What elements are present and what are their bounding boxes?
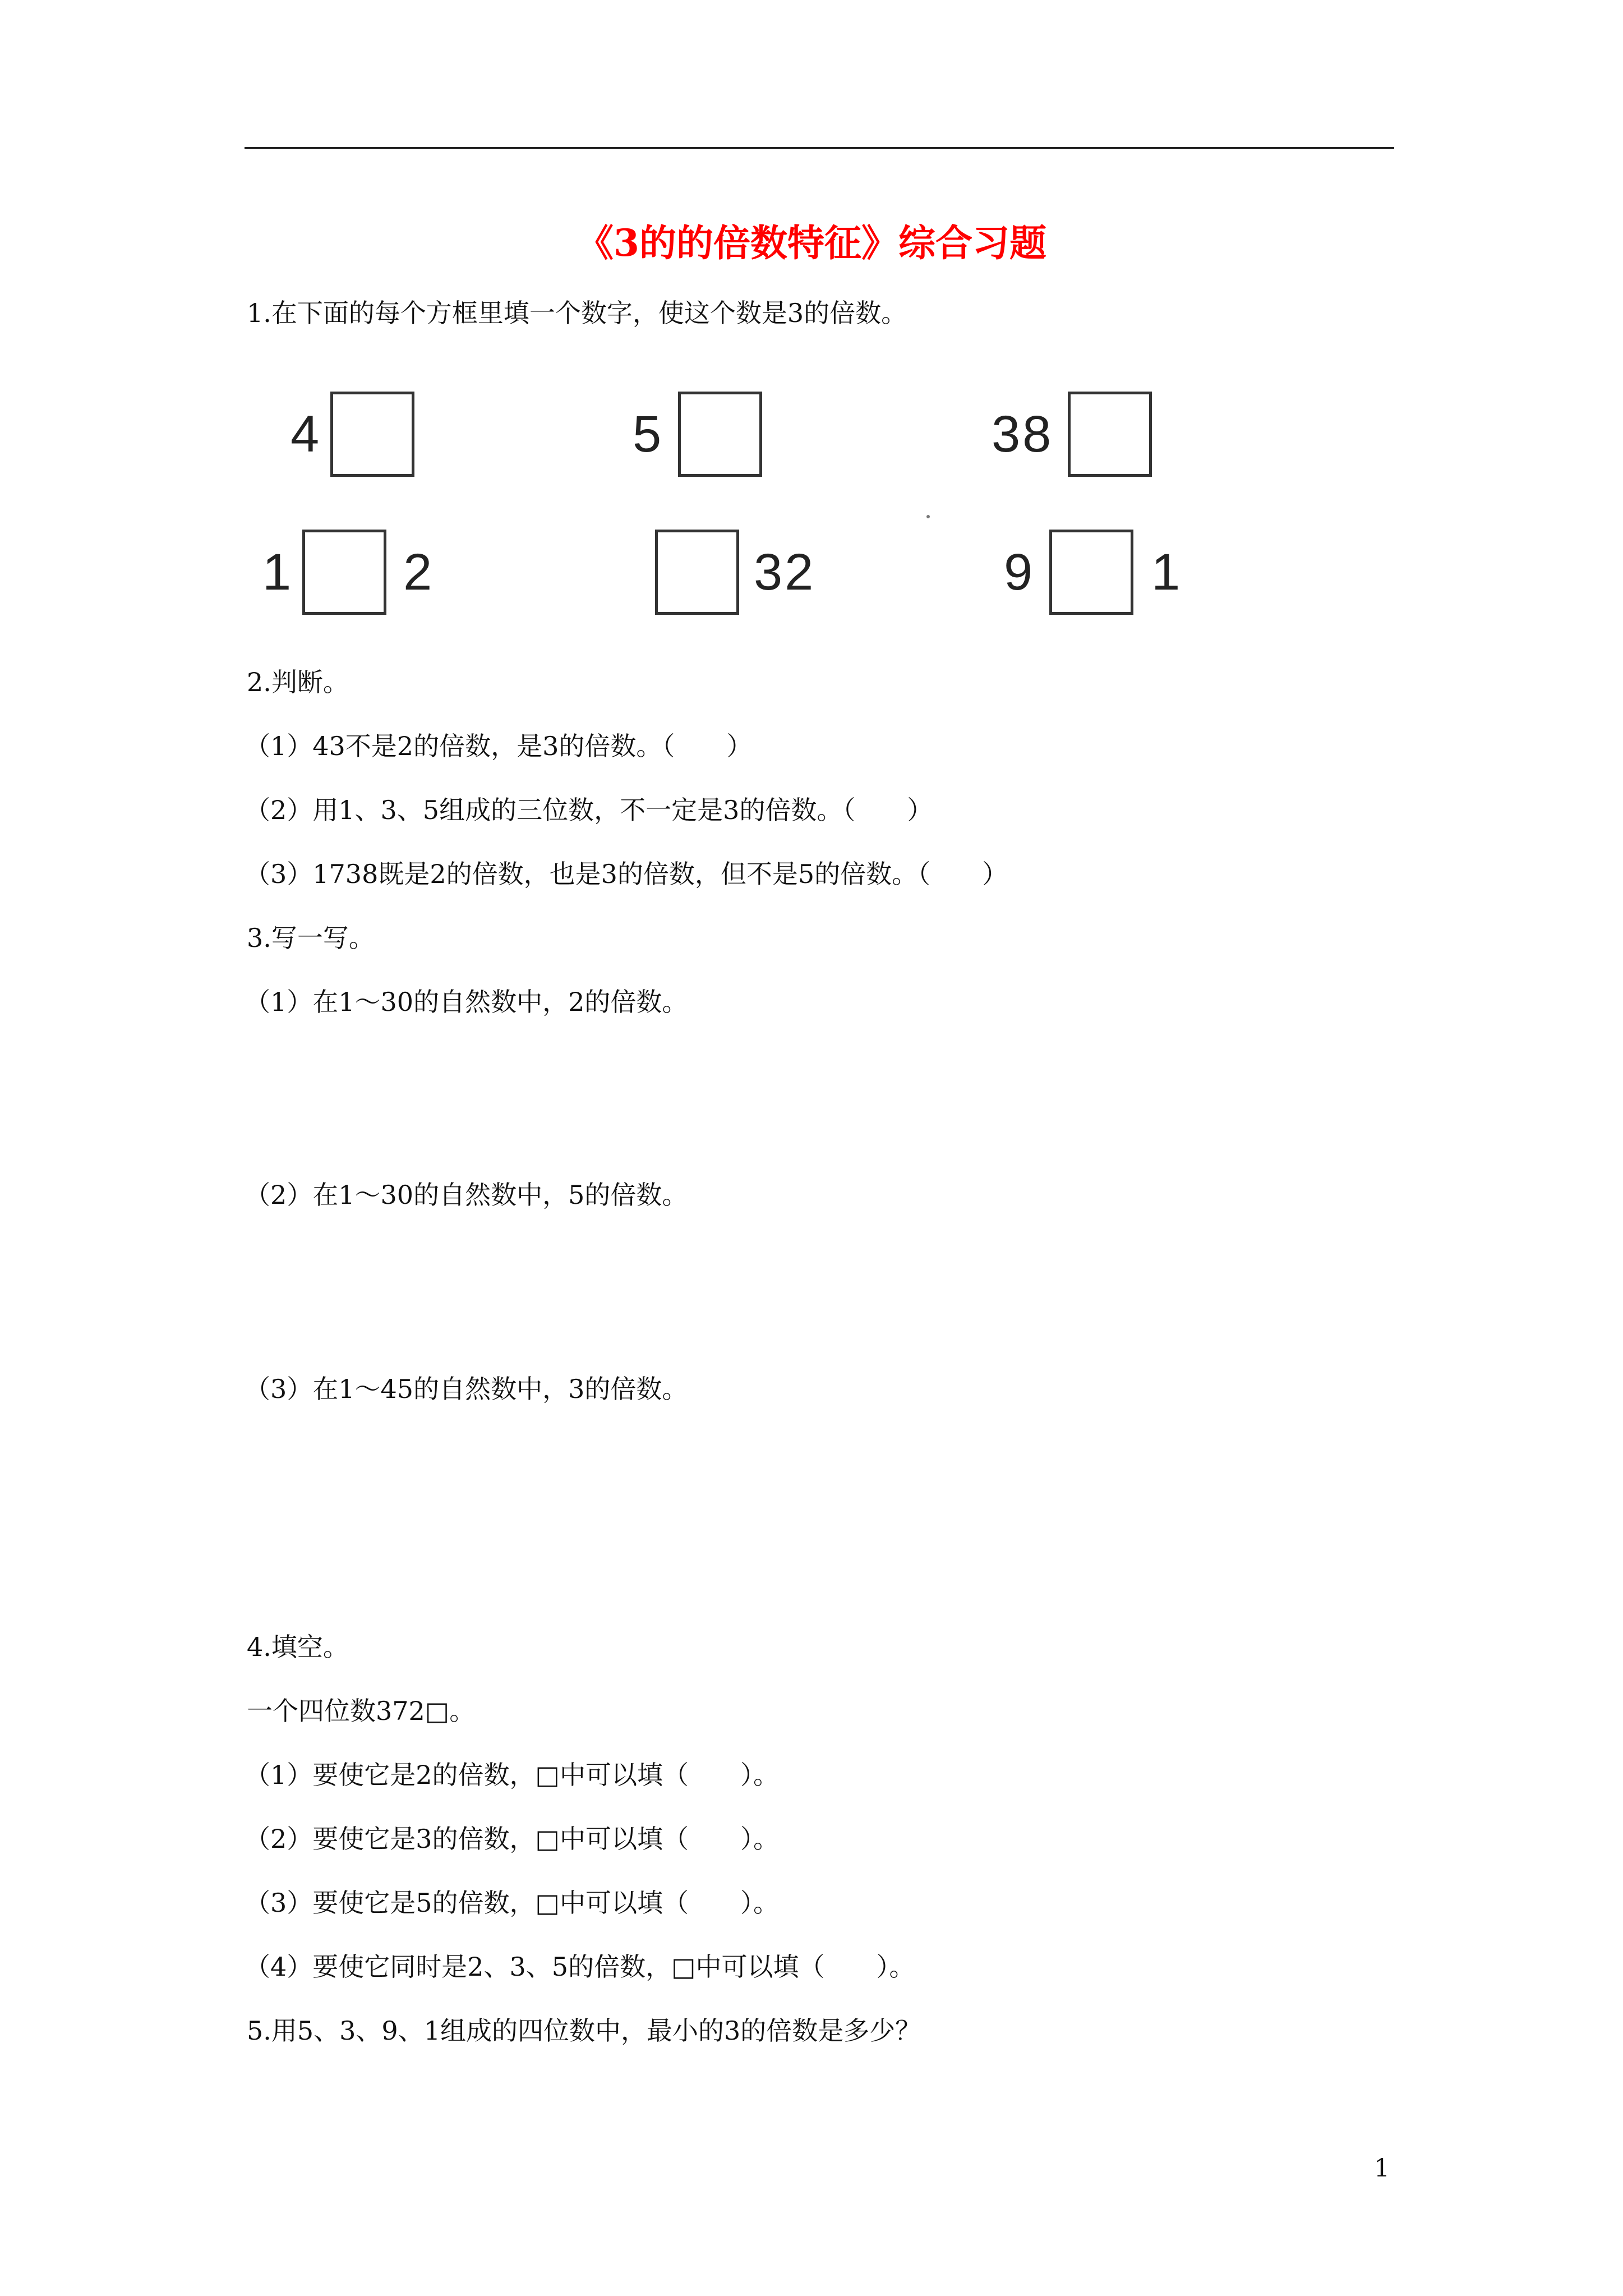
digit-before: 5 [633, 406, 664, 463]
question-4-item-3: （3）要使它是5的倍数，□中可以填（ ）。 [245, 1888, 779, 1918]
box-item-5 [633, 392, 762, 477]
box-item-1-2 [262, 530, 434, 615]
question-3-item-2: （2）在1～30的自然数中，5的倍数。 [245, 1180, 688, 1210]
digit-box[interactable] [678, 392, 762, 477]
digit-before: 9 [1004, 544, 1035, 601]
box-item-38 [992, 392, 1152, 477]
digit-box[interactable] [302, 530, 386, 615]
question-4-item-4: （4）要使它同时是2、3、5的倍数，□中可以填（ ）。 [245, 1952, 915, 1982]
scan-speck [926, 515, 930, 518]
box-item-9-1 [1004, 530, 1182, 615]
digit-before: 38 [992, 406, 1054, 463]
question-2: 2.判断。 [247, 667, 349, 697]
question-5: 5.用5、3、9、1组成的四位数中，最小的3的倍数是多少？ [247, 2016, 921, 2046]
question-3-item-3: （3）在1～45的自然数中，3的倍数。 [245, 1374, 688, 1404]
digit-box[interactable] [1049, 530, 1133, 615]
digit-before: 1 [262, 544, 294, 601]
question-1: 1.在下面的每个方框里填一个数字，使这个数是3的倍数。 [247, 298, 907, 328]
digit-after: 2 [403, 544, 435, 601]
question-2-item-2: （2）用1、3、5组成的三位数，不一定是3的倍数。（ ） [245, 795, 933, 825]
question-4-intro: 一个四位数372□。 [247, 1696, 476, 1726]
box-item-32 [655, 530, 815, 615]
digit-box[interactable] [1068, 392, 1152, 477]
question-2-item-3: （3）1738既是2的倍数，也是3的倍数，但不是5的倍数。（ ） [245, 859, 1008, 889]
question-4-item-2: （2）要使它是3的倍数，□中可以填（ ）。 [245, 1824, 779, 1854]
digit-after: 32 [754, 544, 816, 601]
box-item-4 [291, 392, 414, 477]
question-4-item-1: （1）要使它是2的倍数，□中可以填（ ）。 [245, 1760, 779, 1790]
question-3-item-1: （1）在1～30的自然数中，2的倍数。 [245, 987, 688, 1017]
question-2-item-1: （1）43不是2的倍数，是3的倍数。（ ） [245, 731, 753, 761]
question-3: 3.写一写。 [247, 923, 375, 953]
question-4: 4.填空。 [247, 1632, 349, 1662]
page-title: 《3的的倍数特征》综合习题 [577, 221, 1046, 265]
digit-box-grid [0, 0, 1623, 645]
digit-box[interactable] [655, 530, 739, 615]
digit-box[interactable] [330, 392, 414, 477]
page-number: 1 [1374, 2154, 1390, 2183]
digit-after: 1 [1151, 544, 1183, 601]
digit-before: 4 [291, 406, 322, 463]
